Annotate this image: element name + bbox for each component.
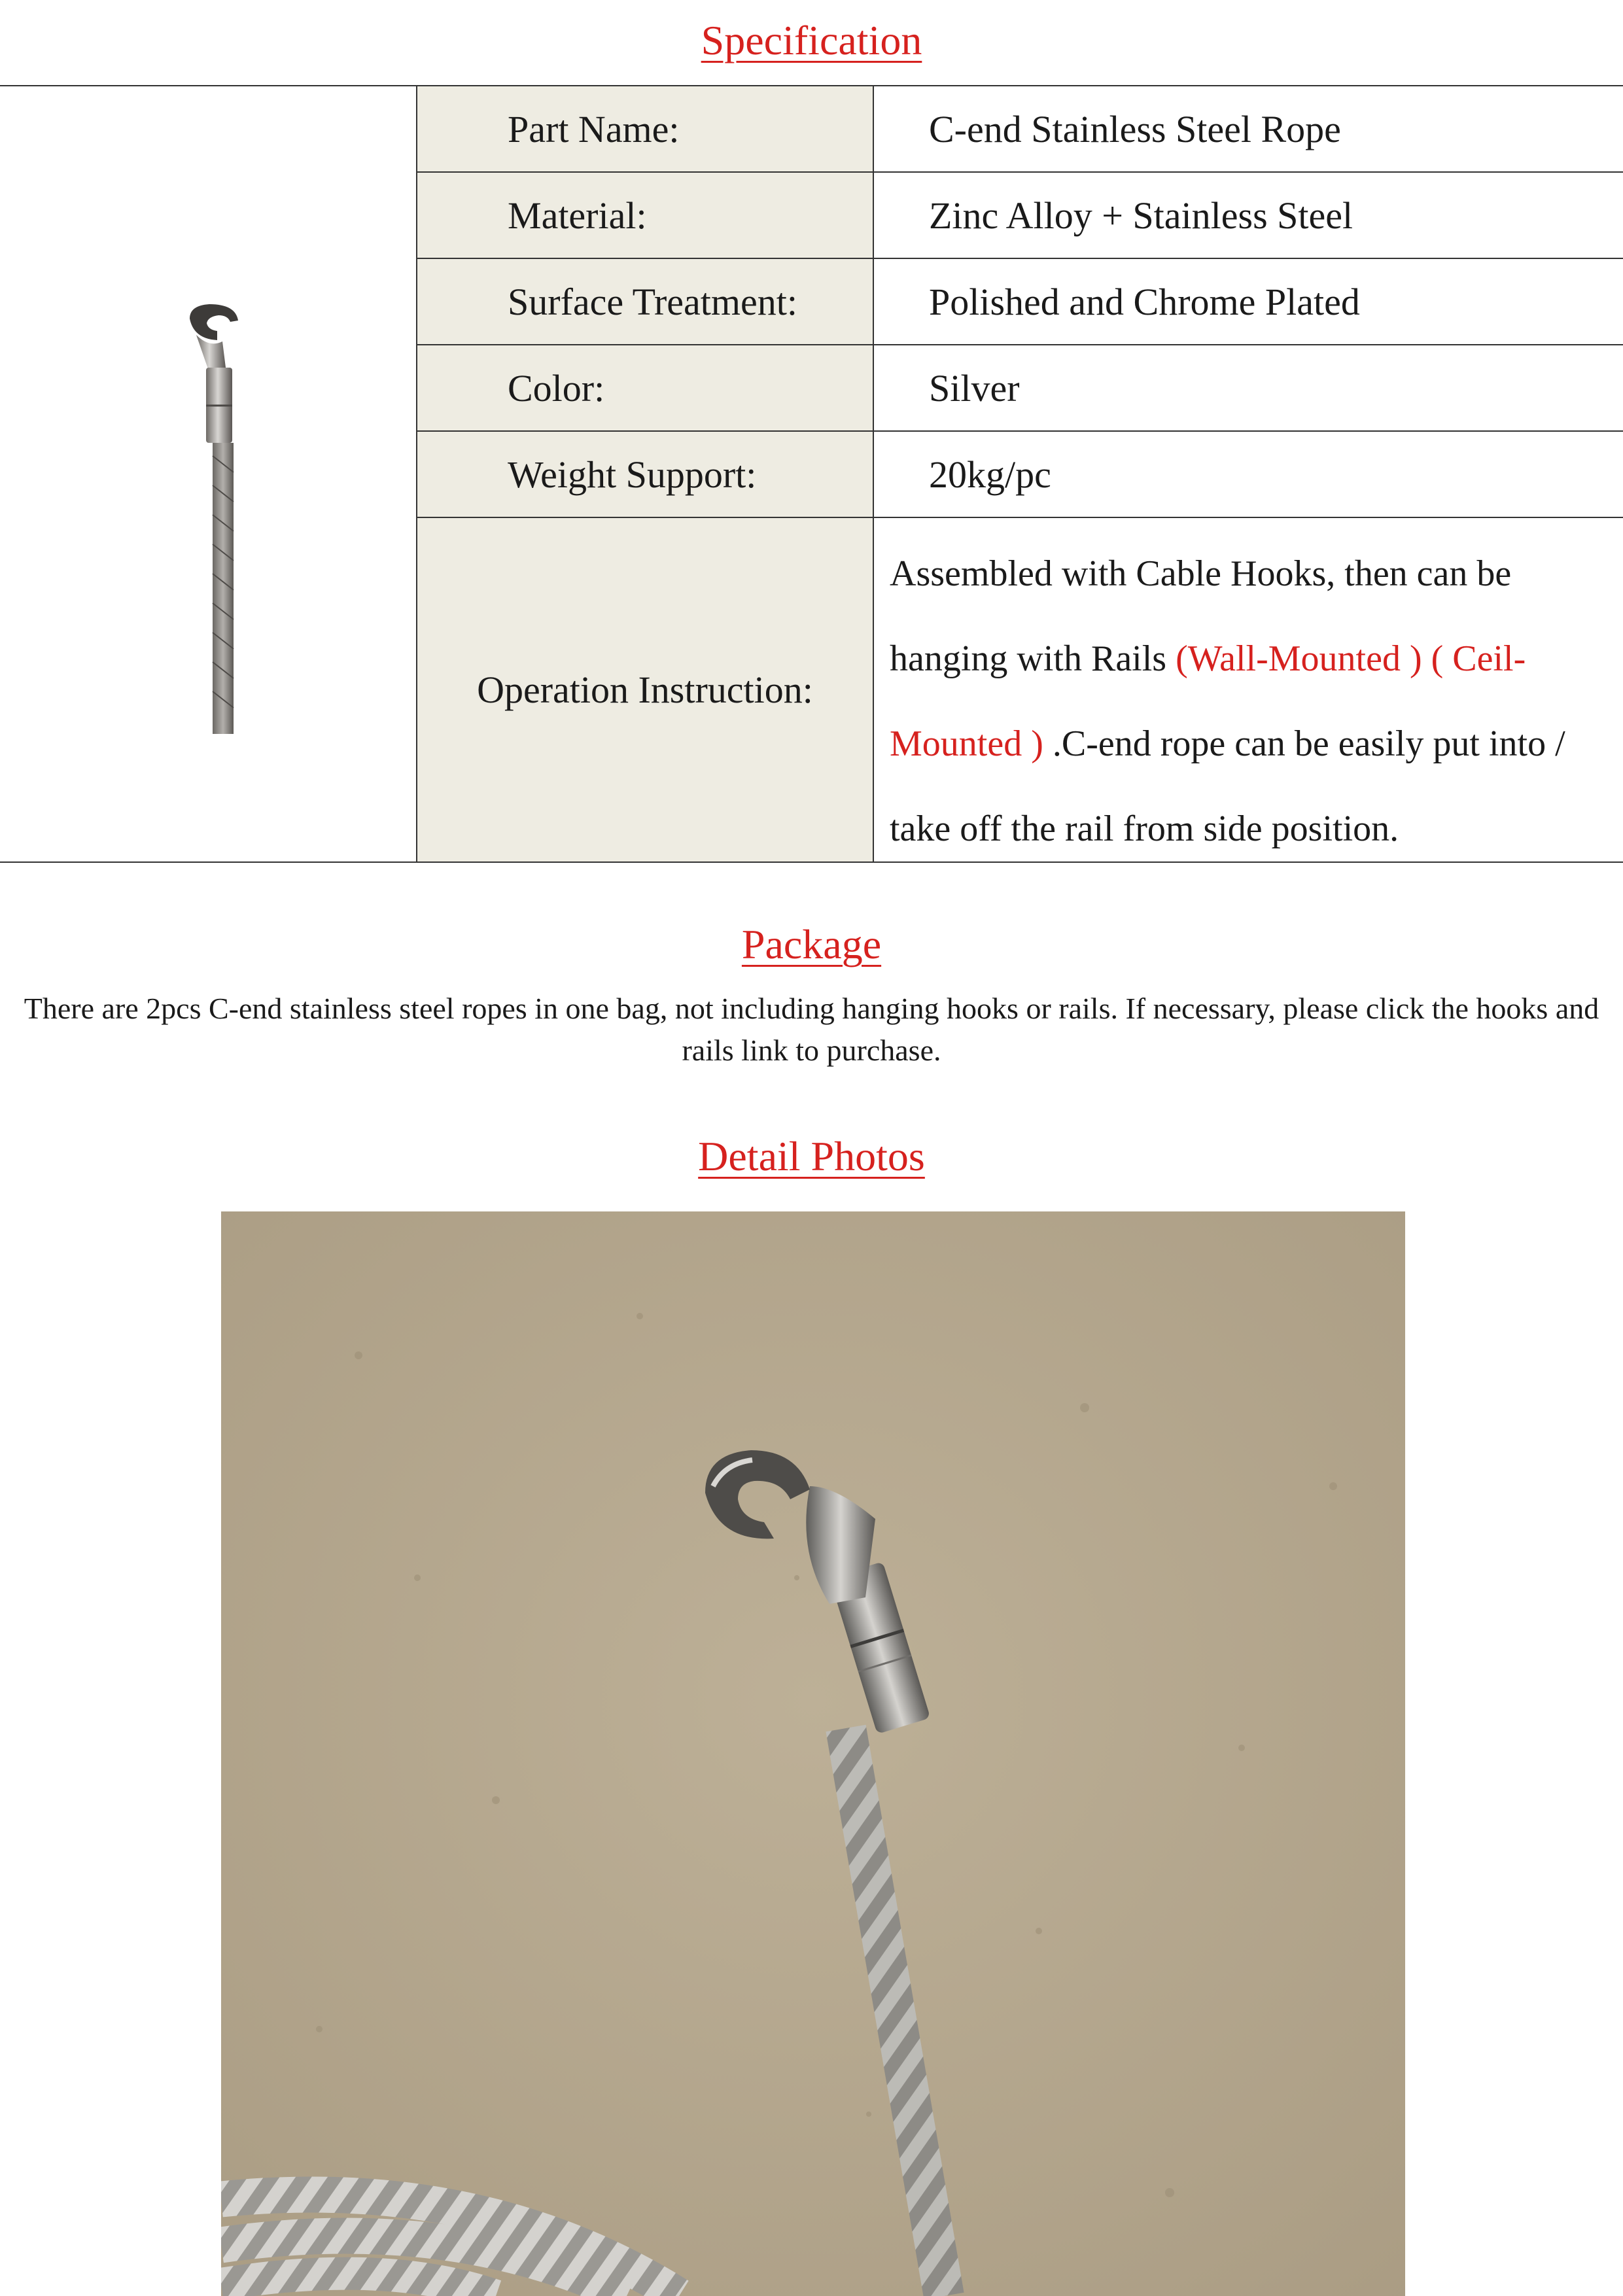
ceil-mounted-link[interactable]: ( Ceil-Mounted ) [890, 638, 1526, 764]
detail-photo [221, 1211, 1405, 2296]
specification-heading: Specification [701, 17, 922, 63]
spec-row-operation-instruction [417, 518, 1623, 861]
spec-row-weight-support [417, 432, 1623, 518]
product-thumbnail-cell [0, 86, 417, 861]
operation-space [1422, 638, 1431, 679]
spec-row-part-name [417, 86, 1623, 173]
spec-value: Zinc Alloy + Stainless Steel [929, 194, 1353, 237]
spec-label: Weight Support: [417, 432, 874, 517]
spec-row-material [417, 173, 1623, 259]
operation-text-part2: .C-end rope can be easily put into / take off the rail from side position. [890, 723, 1565, 849]
spec-value: Polished and Chrome Plated [929, 280, 1360, 323]
detail-photos-heading: Detail Photos [698, 1133, 925, 1179]
spec-value: Silver [929, 366, 1020, 409]
spec-label: Surface Treatment: [417, 259, 874, 344]
c-end-rope-thumbnail-icon [0, 86, 416, 861]
wall-mounted-link[interactable]: (Wall-Mounted ) [1176, 638, 1422, 679]
package-heading: Package [741, 921, 882, 967]
spec-label: Operation Instruction: [417, 518, 874, 861]
package-description: There are 2pcs C-end stainless steel ropes in one bag, not including hanging hooks or rails. If necessary, please click the hooks and rails link to purchase. [24, 992, 1599, 1067]
spec-label: Part Name: [417, 86, 874, 171]
spec-row-surface-treatment [417, 259, 1623, 345]
spec-label: Color: [417, 345, 874, 430]
spec-row-color [417, 345, 1623, 432]
spec-value: 20kg/pc [929, 453, 1051, 496]
spec-table [0, 85, 1623, 863]
spec-value: C-end Stainless Steel Rope [929, 107, 1341, 150]
spec-label: Material: [417, 173, 874, 258]
operation-text-part1: Assembled with Cable Hooks, then can be hanging with Rails [890, 553, 1512, 679]
c-end-rope-photo-icon [221, 1211, 1405, 2296]
operation-instruction-text [875, 518, 1623, 861]
